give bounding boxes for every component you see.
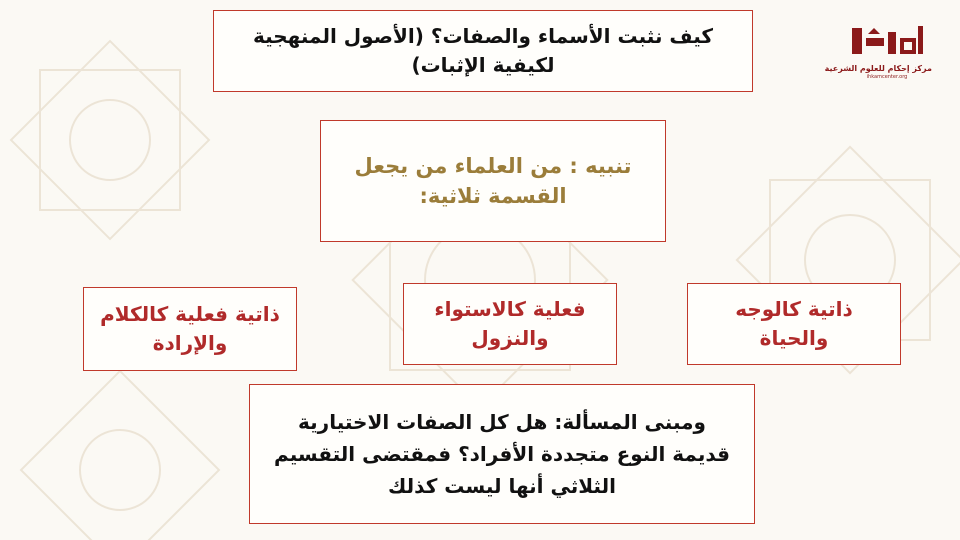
category-essential-actional-line-2: والإرادة (152, 331, 228, 355)
category-essential-actional-line-1: ذاتية فعلية كالكلام (100, 302, 280, 326)
category-essential-actional (83, 287, 297, 371)
logo-mark-icon (848, 24, 926, 58)
logo-subtitle: مركز إحكام للعلوم الشرعية (824, 64, 932, 73)
basis-line-1: ومبنى المسألة: هل كل الصفات الاختيارية (298, 410, 706, 434)
note-line-2: القسمة ثلاثية: (419, 184, 567, 208)
category-actional-line-2: والنزول (471, 326, 549, 350)
note-line-1: تنبيه : من العلماء من يجعل (354, 153, 632, 178)
basis-line-3: الثلاثي أنها ليست كذلك (388, 474, 616, 498)
category-actional (403, 283, 617, 365)
basis-line-2: قديمة النوع متجددة الأفراد؟ فمقتضى التقسيم (274, 442, 730, 466)
category-actional-line-1: فعلية كالاستواء (434, 297, 586, 321)
logo-url: ihkamcenter.org (866, 74, 908, 80)
title-line-1: كيف نثبت الأسماء والصفات؟ (الأصول المنهجية (252, 24, 714, 48)
brand-logo (824, 24, 932, 96)
note-box (320, 120, 666, 242)
title-line-2: لكيفية الإثبات) (411, 53, 555, 77)
title-box (213, 10, 753, 92)
basis-box (249, 384, 755, 524)
category-essential (687, 283, 901, 365)
category-essential-line-2: والحياة (759, 326, 829, 350)
category-essential-line-1: ذاتية كالوجه (735, 297, 853, 321)
